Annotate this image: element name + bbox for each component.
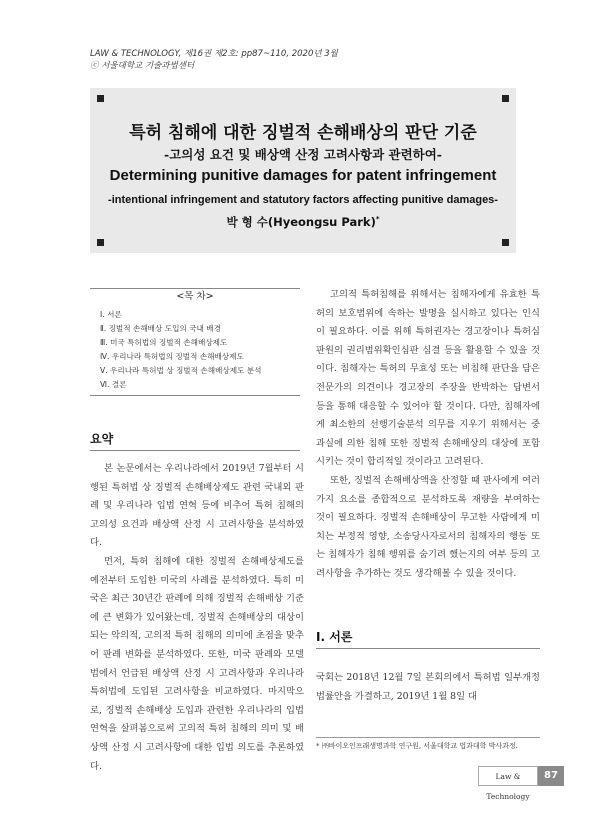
footnote-divider xyxy=(316,737,540,738)
footnote-marker: * xyxy=(375,215,380,224)
title-box xyxy=(90,88,516,253)
journal-citation: LAW & TECHNOLOGY, 제16권 제2호: pp87~110, 2020년 3월 xyxy=(90,49,338,59)
corner-square-icon xyxy=(502,95,509,102)
toc-item: Ⅵ. 결론 xyxy=(100,380,127,389)
divider xyxy=(316,648,540,649)
journal-header xyxy=(90,48,338,72)
toc-item: Ⅴ. 우리나라 특허법 상 징벌적 손해배상제도 분석 xyxy=(100,366,262,375)
journal-label: Law & Technology xyxy=(478,766,538,786)
author-name: 박 형 수(Hyeongsu Park) xyxy=(226,215,376,229)
corner-square-icon xyxy=(97,95,104,102)
toc-title: <목 차> xyxy=(90,288,300,302)
toc-item: Ⅰ. 서론 xyxy=(100,310,122,319)
author-line xyxy=(90,214,516,230)
subtitle-english: -intentional infringement and statutory factors affecting punitive damages- xyxy=(108,194,498,206)
abstract-paragraph: 고의적 특허침해를 위해서는 침해자에게 유효한 특허의 보호범위에 속하는 발명을 실시하고 있다는 인식이 필요하다. 이를 위해 특허권자는 경고장이나 특허심판원의 권리범위확인심판 심결 등을 활용할 수 있을 것이다. 침해자는 특허의 무효성 또는 비침해 판단을 담은 전문가의 의견이나 경고장의 주장을 반박하는 답변서 등을 통해 대응할 수 있어야 할 것이다. 다만, 침해자에게 최소한의 선행기술분석 의무를 지우기 위해서는 중과실에 의한 침해 또한 징벌적 손해배상의 대상에 포함시키는 것이 합리적일 것이라고 고려된다. xyxy=(316,289,540,468)
body-paragraph: 국회는 2018년 12월 7일 본회의에서 특허법 일부개정법률안을 가결하고, 2019년 1월 8일 대 xyxy=(316,672,540,702)
introduction-text xyxy=(316,660,540,716)
author-footnote: * ㈜바이오인프래생명과학 연구원, 서울대학교 법과대학 박사과정. xyxy=(316,742,518,750)
abstract-heading: 요약 xyxy=(90,432,114,446)
subtitle-korean: -고의성 요건 및 배상액 산정 고려사항과 관련하여- xyxy=(164,147,442,162)
toc-item: Ⅳ. 우리나라 특허법의 징벌적 손해배상제도 xyxy=(100,352,244,361)
copyright-notice: ⓒ 서울대학교 기술과법센터 xyxy=(90,61,195,71)
abstract-paragraph: 본 논문에서는 우리나라에서 2019년 7월부터 시행된 특허법 상 징벌적 손해배상제도 관련 국내외 판례 및 우리나라 입법 연혁 등에 비추어 특허 침해의 고의성 요건과 배상액 산정 시 고려사항을 분석하였다. xyxy=(90,463,304,549)
title-english: Determining punitive damages for patent infringement xyxy=(109,167,497,184)
abstract-paragraph: 또한, 징벌적 손해배상액을 산정할 때 판사에게 여러 가지 요소를 종합적으로 분석하도록 재량을 부여하는 것이 필요하다. 징벌적 손해배상이 무고한 사람에게 미치는 부정적 영향, 소송당사자로서의 침해자의 행동 또는 침해자가 침해 행위를 숨기려 했는지의 여부 등의 고려사항을 추가하는 것도 생각해볼 수 있을 것이다. xyxy=(316,474,540,579)
toc-item: Ⅲ. 미국 특허법의 징벌적 손해배상제도 xyxy=(100,338,228,347)
divider xyxy=(90,450,300,451)
toc-item: Ⅱ. 징벌적 손해배상 도입의 국내 배경 xyxy=(100,324,221,333)
page-footer xyxy=(478,766,564,801)
corner-square-icon xyxy=(97,239,104,246)
table-of-contents xyxy=(90,288,300,396)
abstract-left-column xyxy=(90,460,304,776)
title-korean: 특허 침해에 대한 징벌적 손해배상의 판단 기준 xyxy=(129,123,477,143)
abstract-right-column xyxy=(316,286,540,584)
section-heading-introduction: Ⅰ. 서론 xyxy=(316,630,353,644)
corner-square-icon xyxy=(502,239,509,246)
page-number: 87 xyxy=(538,766,564,786)
abstract-paragraph: 먼저, 특허 침해에 대한 징벌적 손해배상제도를 예전부터 도입한 미국의 사례를 분석하였다. 특히 미국은 최근 30년간 판례에 의해 징벌적 손해배상 기준에 큰 변화가 있어왔는데, 징벌적 손해배상의 대상이 되는 악의적, 고의적 특허 침해의 의미에 초점을 맞추어 판례 변화를 분석하였다. 또한, 미국 판례와 모델법에서 언급된 배상액 산정 시 고려사항과 우리나라 특허법에 도입된 고려사항을 비교하였다. 마지막으로, 징벌적 손해배상 도입과 관련한 우리나라의 입법 연혁을 살펴봄으로써 고의적 특허 침해의 의미 및 배상액 산정 시 고려사항에 대한 입법 의도를 추론하였다. xyxy=(90,555,304,772)
